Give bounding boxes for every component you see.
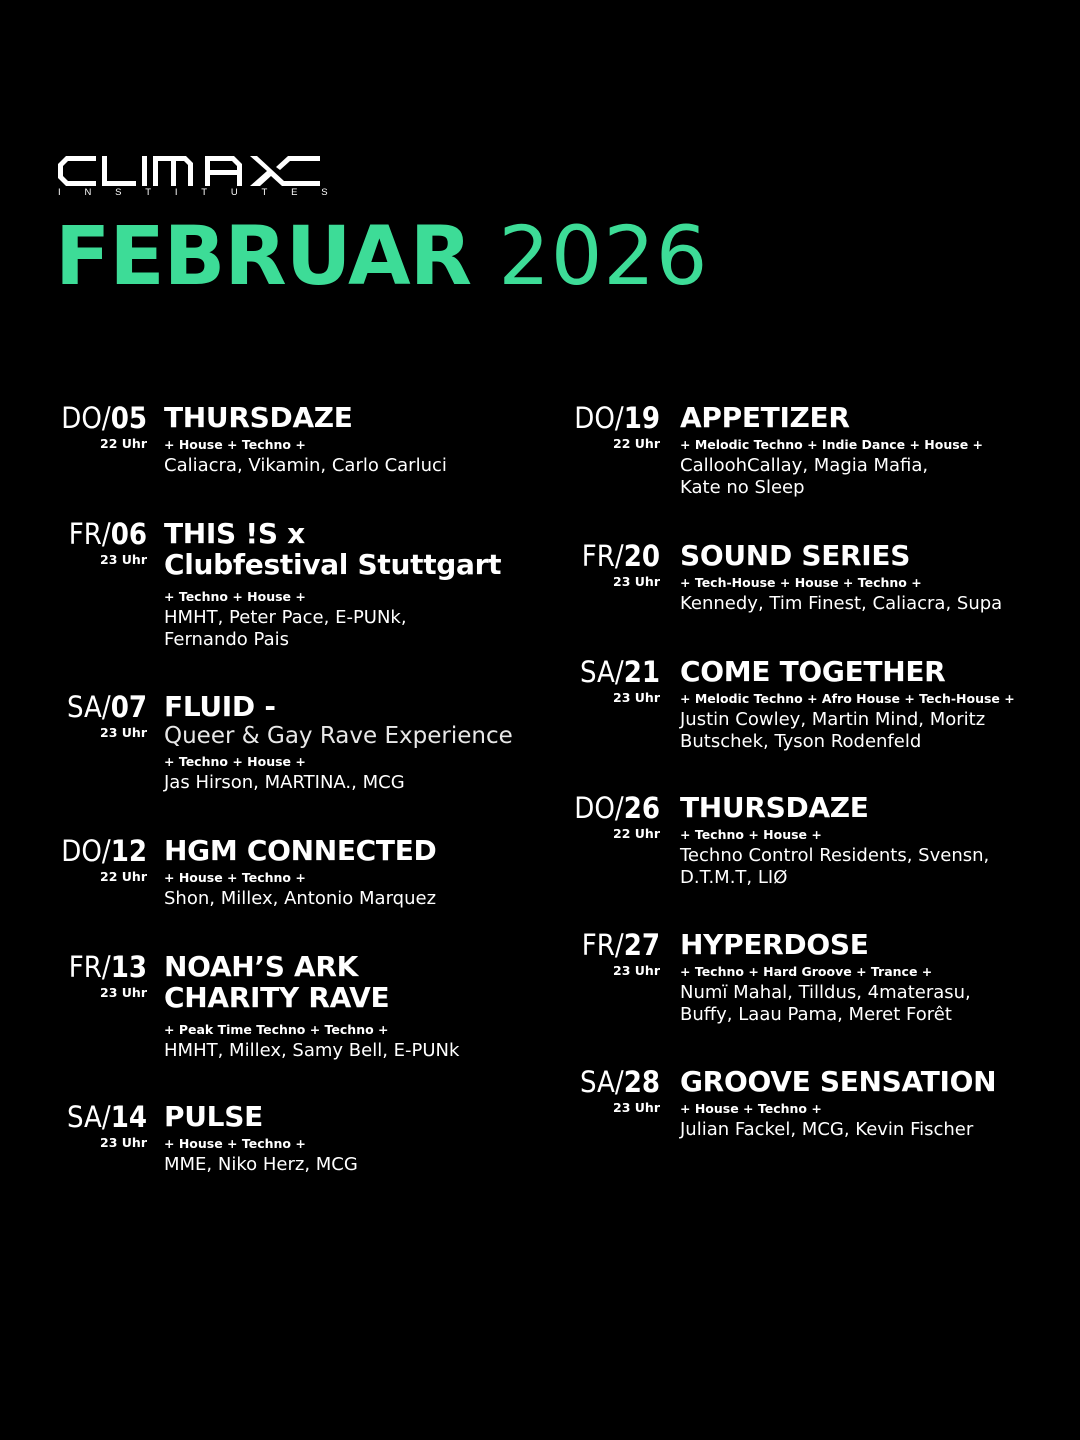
event-time: 23 Uhr xyxy=(100,552,147,567)
event-day-number: 14 xyxy=(110,1100,147,1134)
climax-logo-wordmark xyxy=(58,156,320,186)
event-weekday: DO/ xyxy=(574,401,624,435)
logo-subtitle: INSTITUTES xyxy=(58,187,352,198)
event-genres: + Melodic Techno + Indie Dance + House + xyxy=(680,437,984,452)
event-genres: + Tech-House + House + Techno + xyxy=(680,575,922,590)
event-time: 23 Uhr xyxy=(100,725,147,740)
event-date xyxy=(570,790,660,842)
event-day-number: 13 xyxy=(110,950,147,984)
event-genres: + Techno + Hard Groove + Trance + xyxy=(680,964,933,979)
event-time: 22 Uhr xyxy=(613,826,660,841)
event-weekday: DO/ xyxy=(61,401,111,435)
event-name: PULSE xyxy=(164,1100,263,1133)
event-genres: + Techno + House + xyxy=(164,754,306,769)
event-genres: + House + Techno + xyxy=(164,437,306,452)
event-day xyxy=(58,400,147,436)
event-date xyxy=(58,1099,147,1151)
event-time: 23 Uhr xyxy=(613,1100,660,1115)
event-name: NOAH’S ARK xyxy=(164,950,359,983)
event-name: THURSDAZE xyxy=(680,791,869,824)
event-day-number: 28 xyxy=(623,1065,660,1099)
event-artists: Butschek, Tyson Rodenfeld xyxy=(680,731,922,752)
event-day-number: 26 xyxy=(623,791,660,825)
event-weekday: FR/ xyxy=(68,950,111,984)
event-weekday: SA/ xyxy=(579,1065,624,1099)
event-artists: HMHT, Peter Pace, E-PUNk, xyxy=(164,607,407,628)
event-date xyxy=(570,538,660,590)
event-day-number: 27 xyxy=(623,928,660,962)
event-name: SOUND SERIES xyxy=(680,539,911,572)
event-date xyxy=(570,400,660,452)
event-day xyxy=(58,1099,147,1135)
event-day xyxy=(570,1064,660,1100)
event-genres: + House + Techno + xyxy=(164,870,306,885)
event-date xyxy=(58,949,147,1001)
event-genres: + Techno + House + xyxy=(680,827,822,842)
event-weekday: FR/ xyxy=(581,539,624,573)
event-date xyxy=(570,927,660,979)
event-time: 23 Uhr xyxy=(100,1135,147,1150)
event-weekday: DO/ xyxy=(61,834,111,868)
event-time: 22 Uhr xyxy=(613,436,660,451)
event-artists: Kennedy, Tim Finest, Caliacra, Supa xyxy=(680,593,1003,614)
event-genres: + Melodic Techno + Afro House + Tech-House + xyxy=(680,691,1015,706)
event-artists: Kate no Sleep xyxy=(680,477,805,498)
event-day-number: 19 xyxy=(623,401,660,435)
event-time: 22 Uhr xyxy=(100,436,147,451)
event-day xyxy=(570,927,660,963)
event-day xyxy=(570,400,660,436)
event-time: 23 Uhr xyxy=(100,985,147,1000)
title-year: 2026 xyxy=(498,210,709,304)
event-genres: + Peak Time Techno + Techno + xyxy=(164,1022,389,1037)
event-day-number: 20 xyxy=(623,539,660,573)
event-day-number: 06 xyxy=(110,517,147,551)
event-day xyxy=(570,790,660,826)
event-name: HGM CONNECTED xyxy=(164,834,437,867)
event-time: 22 Uhr xyxy=(100,869,147,884)
event-time: 23 Uhr xyxy=(613,963,660,978)
event-artists: Fernando Pais xyxy=(164,629,289,650)
event-day xyxy=(58,516,147,552)
event-name: THURSDAZE xyxy=(164,401,353,434)
event-artists: Shon, Millex, Antonio Marquez xyxy=(164,888,437,909)
event-name: FLUID - xyxy=(164,690,276,723)
event-date xyxy=(570,654,660,706)
page-title xyxy=(55,212,708,302)
event-day xyxy=(570,654,660,690)
event-artists: Techno Control Residents, Svensn, xyxy=(680,845,990,866)
event-date xyxy=(58,833,147,885)
event-artists: Justin Cowley, Martin Mind, Moritz xyxy=(680,709,986,730)
event-name: COME TOGETHER xyxy=(680,655,946,688)
event-name: APPETIZER xyxy=(680,401,850,434)
event-subtitle: Queer & Gay Rave Experience xyxy=(164,723,513,749)
event-weekday: FR/ xyxy=(581,928,624,962)
event-weekday: FR/ xyxy=(68,517,111,551)
event-artists: Numï Mahal, Tilldus, 4materasu, xyxy=(680,982,971,1003)
event-artists: Jas Hirson, MARTINA., MCG xyxy=(164,772,405,793)
event-weekday: SA/ xyxy=(579,655,624,689)
event-weekday: SA/ xyxy=(66,690,111,724)
event-name: Clubfestival Stuttgart xyxy=(164,548,502,581)
event-date xyxy=(58,516,147,568)
event-artists: Caliacra, Vikamin, Carlo Carluci xyxy=(164,455,447,476)
event-name: CHARITY RAVE xyxy=(164,981,390,1014)
event-day-number: 07 xyxy=(110,690,147,724)
event-date xyxy=(58,689,147,741)
climax-institutes-logo xyxy=(58,156,352,198)
title-month: FEBRUAR xyxy=(55,210,472,304)
event-name: THIS !S x xyxy=(164,517,305,550)
event-artists: Buffy, Laau Pama, Meret Forêt xyxy=(680,1004,952,1025)
event-artists: Julian Fackel, MCG, Kevin Fischer xyxy=(680,1119,974,1140)
event-name: GROOVE SENSATION xyxy=(680,1065,997,1098)
event-time: 23 Uhr xyxy=(613,690,660,705)
event-day-number: 21 xyxy=(623,655,660,689)
event-date xyxy=(58,400,147,452)
event-genres: + House + Techno + xyxy=(680,1101,822,1116)
event-day xyxy=(570,538,660,574)
event-day xyxy=(58,949,147,985)
event-day xyxy=(58,689,147,725)
event-artists: D.T.M.T, LIØ xyxy=(680,867,788,888)
event-weekday: DO/ xyxy=(574,791,624,825)
event-artists: HMHT, Millex, Samy Bell, E-PUNk xyxy=(164,1040,460,1061)
event-date xyxy=(570,1064,660,1116)
event-artists: MME, Niko Herz, MCG xyxy=(164,1154,358,1175)
event-artists: CalloohCallay, Magia Mafia, xyxy=(680,455,929,476)
event-weekday: SA/ xyxy=(66,1100,111,1134)
event-day-number: 05 xyxy=(110,401,147,435)
event-name: HYPERDOSE xyxy=(680,928,869,961)
event-genres: + Techno + House + xyxy=(164,589,306,604)
event-day-number: 12 xyxy=(110,834,147,868)
event-genres: + House + Techno + xyxy=(164,1136,306,1151)
event-time: 23 Uhr xyxy=(613,574,660,589)
event-day xyxy=(58,833,147,869)
